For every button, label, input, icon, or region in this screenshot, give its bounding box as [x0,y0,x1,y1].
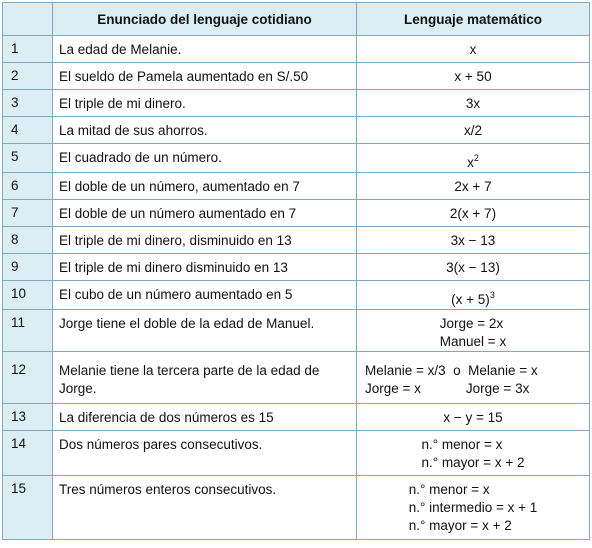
math-line: 3(x − 13) [446,260,500,275]
row-number: 7 [3,200,53,227]
row-number: 14 [3,431,53,476]
table-row [3,144,590,173]
row-statement: La edad de Melanie. [53,36,357,63]
math-line: Jorge = 2x [439,316,504,331]
row-statement: La mitad de sus ahorros. [53,117,357,144]
row-number: 15 [3,476,53,540]
row-statement: El triple de mi dinero disminuido en 13 [53,254,357,281]
row-statement: El cuadrado de un número. [53,144,357,173]
row-math [357,200,590,227]
math-line: Manuel = x [439,334,507,349]
row-math [357,36,590,63]
table-row [3,227,590,254]
table-row [3,431,590,476]
math-line: Jorge = x Jorge = 3x [365,381,530,396]
math-line: 2x + 7 [454,179,492,194]
row-statement: El cubo de un número aumentado en 5 [53,281,357,310]
row-math [357,117,590,144]
row-math [357,476,590,540]
row-math [357,281,590,310]
row-number: 3 [3,90,53,117]
math-line: n.° mayor = x + 2 [421,455,525,470]
row-math [357,90,590,117]
math-line: 3x − 13 [450,233,496,248]
header-math: Lenguaje matemático [357,3,590,36]
table-row [3,36,590,63]
math-line: n.° intermedio = x + 1 [408,500,538,515]
row-math [357,63,590,90]
row-number: 11 [3,310,53,352]
row-number: 10 [3,281,53,310]
row-math [357,254,590,281]
math-base: x [467,155,474,170]
table-row [3,281,590,310]
row-math [357,352,590,404]
row-statement: El triple de mi dinero, disminuido en 13 [53,227,357,254]
table-row [3,200,590,227]
row-statement: El triple de mi dinero. [53,90,357,117]
row-statement: La diferencia de dos números es 15 [53,404,357,431]
row-statement: El doble de un número aumentado en 7 [53,200,357,227]
table-row [3,310,590,352]
math-line: 3x [465,96,481,111]
math-line: n.° menor = x [408,482,490,497]
row-math [357,173,590,200]
row-statement: Melanie tiene la tercera parte de la edad de Jorge. [53,352,357,404]
math-base: (x + 5) [451,292,490,307]
row-number: 4 [3,117,53,144]
table-row [3,476,590,540]
math-line: x/2 [463,123,482,138]
row-number: 6 [3,173,53,200]
header-statement: Enunciado del lenguaje cotidiano [53,3,357,36]
math-exponent: 3 [489,290,495,300]
header-row [3,3,590,36]
math-line: n.° mayor = x + 2 [408,518,512,533]
row-math [357,431,590,476]
row-statement: El doble de un número, aumentado en 7 [53,173,357,200]
row-statement: Dos números pares consecutivos. [53,431,357,476]
table-row [3,404,590,431]
row-math [357,144,590,173]
row-number: 8 [3,227,53,254]
translation-table [2,2,590,540]
row-statement: Tres números enteros consecutivos. [53,476,357,540]
row-number: 2 [3,63,53,90]
row-math [357,404,590,431]
row-statement: El sueldo de Pamela aumentado en S/.50 [53,63,357,90]
math-line: x [469,42,477,57]
table-row [3,63,590,90]
row-number: 5 [3,144,53,173]
table-row [3,254,590,281]
header-number [3,3,53,36]
table-row [3,117,590,144]
row-math [357,310,590,352]
math-line: n.° menor = x [421,437,503,452]
math-line: 2(x + 7) [449,206,497,221]
table-row [3,352,590,404]
row-math [357,227,590,254]
row-number: 1 [3,36,53,63]
row-number: 12 [3,352,53,404]
math-line: Melanie = x/3 o Melanie = x [365,363,538,378]
table-row [3,173,590,200]
math-line: x + 50 [454,69,492,84]
table-row [3,90,590,117]
math-line: x − y = 15 [443,410,503,425]
math-exponent: 2 [473,153,479,163]
row-statement: Jorge tiene el doble de la edad de Manuel. [53,310,357,352]
row-number: 9 [3,254,53,281]
row-number: 13 [3,404,53,431]
